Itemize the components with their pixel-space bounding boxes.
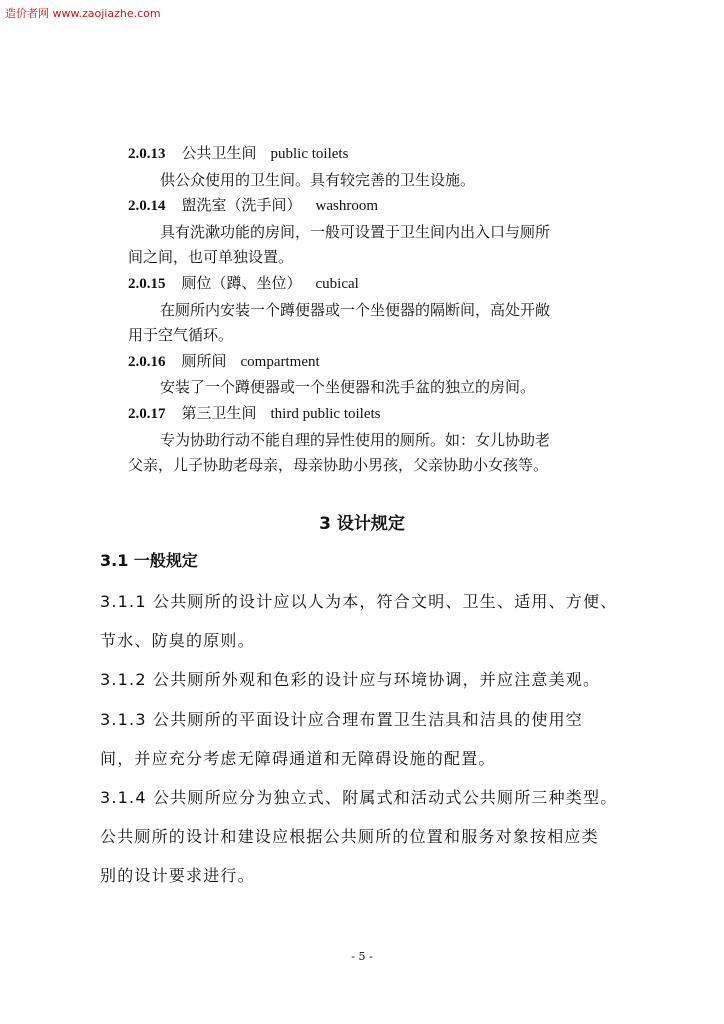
term-number: 2.0.16 <box>128 353 166 370</box>
term-english-name: third public toilets <box>270 405 381 422</box>
term-english-name: cubical <box>315 275 359 292</box>
term-entry <box>128 349 628 401</box>
term-entry <box>128 401 628 479</box>
clause-line: 节水、防臭的原则。 <box>100 631 255 651</box>
term-entry <box>128 141 628 193</box>
clause <box>100 660 640 699</box>
term-heading <box>128 141 628 168</box>
term-chinese-name: 厕所间 <box>181 351 227 370</box>
term-chinese-name: 公共卫生间 <box>181 144 257 162</box>
clause <box>100 582 640 660</box>
term-chinese-name: 厕位（蹲、坐位） <box>181 273 302 292</box>
term-definition-line: 具有洗漱功能的房间，一般可设置于卫生间内出入口与厕所 <box>160 222 551 241</box>
clause-line: 3.1.3 公共厕所的平面设计应合理布置卫生洁具和洁具的使用空 <box>100 709 583 729</box>
term-english-name: compartment <box>240 353 320 370</box>
term-heading <box>128 349 628 376</box>
clauses-section <box>100 582 640 896</box>
clause <box>100 778 640 896</box>
clause-line: 间，并应充分考虑无障碍通道和无障碍设施的配置。 <box>100 748 496 768</box>
term-definition-line: 间之间，也可单独设置。 <box>128 248 294 267</box>
clause <box>100 700 640 778</box>
terms-section <box>128 141 628 479</box>
term-definition-line: 在厕所内安装一个蹲便器或一个坐便器的隔断间，高处开敞 <box>160 300 551 319</box>
term-entry <box>128 193 628 271</box>
term-definition-line: 父亲，儿子协助老母亲，母亲协助小男孩，父亲协助小女孩等。 <box>128 456 549 475</box>
term-heading <box>128 401 628 428</box>
term-definition-line: 安装了一个蹲便器或一个坐便器和洗手盆的独立的房间。 <box>160 378 536 397</box>
site-watermark: 造价者网 www.zaojiazhe.com <box>5 7 161 20</box>
page-number: - 5 - <box>351 950 373 963</box>
section-title: 3.1 一般规定 <box>100 551 198 570</box>
clause-line: 公共厕所的设计和建设应根据公共厕所的位置和服务对象按相应类 <box>100 827 599 847</box>
term-chinese-name: 盥洗室（洗手间） <box>181 196 302 215</box>
clause-line: 3.1.2 公共厕所外观和色彩的设计应与环境协调，并应注意美观。 <box>100 670 601 690</box>
chapter-title: 3 设计规定 <box>319 514 405 534</box>
clause-line: 别的设计要求进行。 <box>100 866 255 886</box>
term-number: 2.0.15 <box>128 275 166 292</box>
term-heading <box>128 271 628 298</box>
term-number: 2.0.13 <box>128 146 166 162</box>
term-number: 2.0.17 <box>128 405 166 422</box>
term-definition-line: 供公众使用的卫生间。具有较完善的卫生设施。 <box>160 170 476 189</box>
term-definition-line: 专为协助行动不能自理的异性使用的厕所。如：女儿协助老 <box>160 430 551 449</box>
term-definition-line: 用于空气循环。 <box>128 326 234 345</box>
term-english-name: public toilets <box>270 146 349 162</box>
term-entry <box>128 271 628 349</box>
term-heading <box>128 193 628 220</box>
term-number: 2.0.14 <box>128 198 166 215</box>
clause-line: 3.1.1 公共厕所的设计应以人为本，符合文明、卫生、适用、方便、 <box>100 592 618 611</box>
term-chinese-name: 第三卫生间 <box>181 403 257 422</box>
clause-line: 3.1.4 公共厕所应分为独立式、附属式和活动式公共厕所三种类型。 <box>100 788 618 808</box>
term-english-name: washroom <box>315 198 379 215</box>
